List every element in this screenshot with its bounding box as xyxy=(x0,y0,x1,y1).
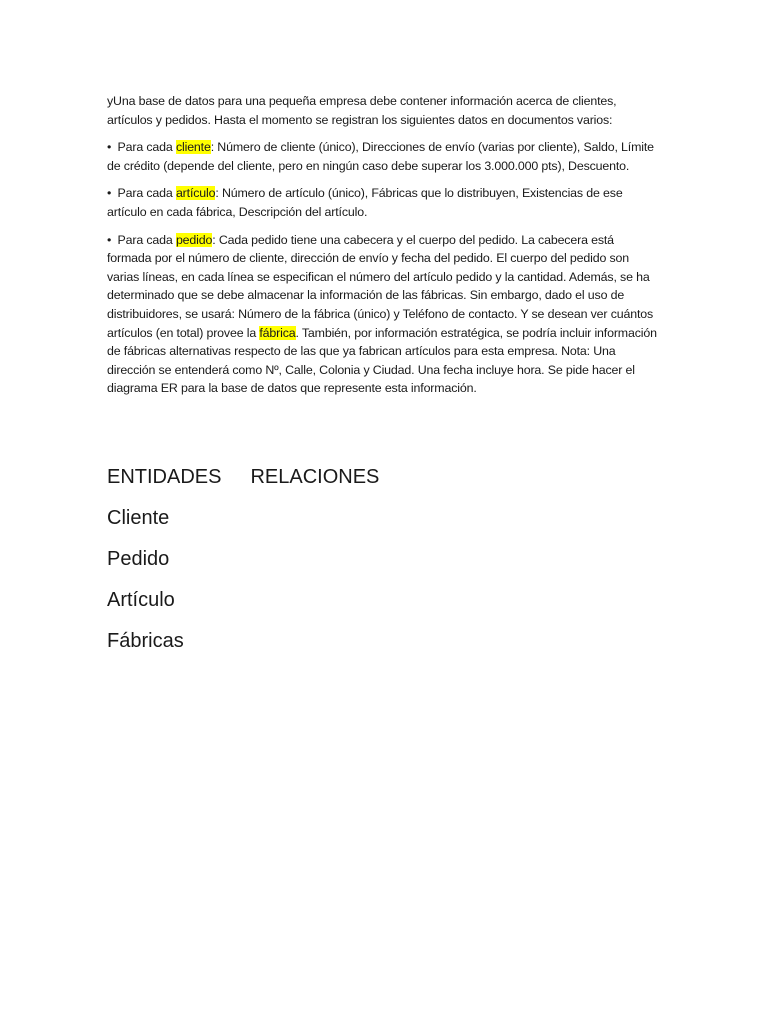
bullet-marker: • xyxy=(107,186,112,201)
section-headings xyxy=(107,465,379,489)
bullet-prefix: Para cada xyxy=(117,186,176,201)
entity-item: Artículo xyxy=(107,589,175,611)
bullet-text-continued: . También, por información estratégica, se podría incluir información de fábricas alternativas respecto de las que ya fabrican artículos para esta empresa. Nota: Una dirección se entenderá como Nº, Calle, Colonia y Ciudad. Una fecha incluye hora. Se pide hacer el diagrama ER para la base de datos que represente esta información. xyxy=(107,325,657,396)
entity-item: Cliente xyxy=(107,507,170,529)
highlight-articulo: artículo xyxy=(175,186,216,201)
heading-entidades: ENTIDADES xyxy=(107,466,222,488)
document-page xyxy=(107,92,657,652)
highlight-fabrica: fábrica xyxy=(259,325,296,340)
bullet-marker: • xyxy=(107,140,112,155)
bullet-pedido xyxy=(107,231,657,398)
intro-paragraph: yUna base de datos para una pequeña empresa debe contener información acerca de clientes, artículos y pedidos. Hasta el momento se registran los siguientes datos en documentos varios: xyxy=(107,94,617,127)
bullet-prefix: Para cada xyxy=(117,232,176,247)
highlight-pedido: pedido xyxy=(175,232,213,247)
heading-relaciones: RELACIONES xyxy=(250,466,380,488)
bullet-prefix: Para cada xyxy=(117,140,176,155)
bullet-cliente xyxy=(107,138,657,175)
bullet-marker: • xyxy=(107,232,112,247)
entity-item: Pedido xyxy=(107,548,170,570)
bullet-text: : Número de artículo (único), Fábricas que lo distribuyen, Existencias de ese artículo en cada fábrica, Descripción del artículo. xyxy=(107,186,623,219)
bullet-text: : Número de cliente (único), Direcciones de envío (varias por cliente), Saldo, Límite de crédito (depende del cliente, pero en ningún caso debe superar los 3.000.000 pts), Descuento. xyxy=(107,140,654,173)
highlight-cliente: cliente xyxy=(175,140,211,155)
entity-item: Fábricas xyxy=(107,630,184,652)
bullet-text: : Cada pedido tiene una cabecera y el cuerpo del pedido. La cabecera está formada por el número de cliente, dirección de envío y fecha del pedido. El cuerpo del pedido son varias líneas, en cada línea se especifican el número del artículo pedido y la cantidad. Además, se ha determinado que se debe almacenar la información de las fábricas. Sin embargo, dado el uso de distribuidores, se usará: Número de la fábrica (único) y Teléfono de contacto. Y se desean ver cuántos artículos (en total) provee la xyxy=(107,232,654,340)
bullet-articulo xyxy=(107,184,657,221)
